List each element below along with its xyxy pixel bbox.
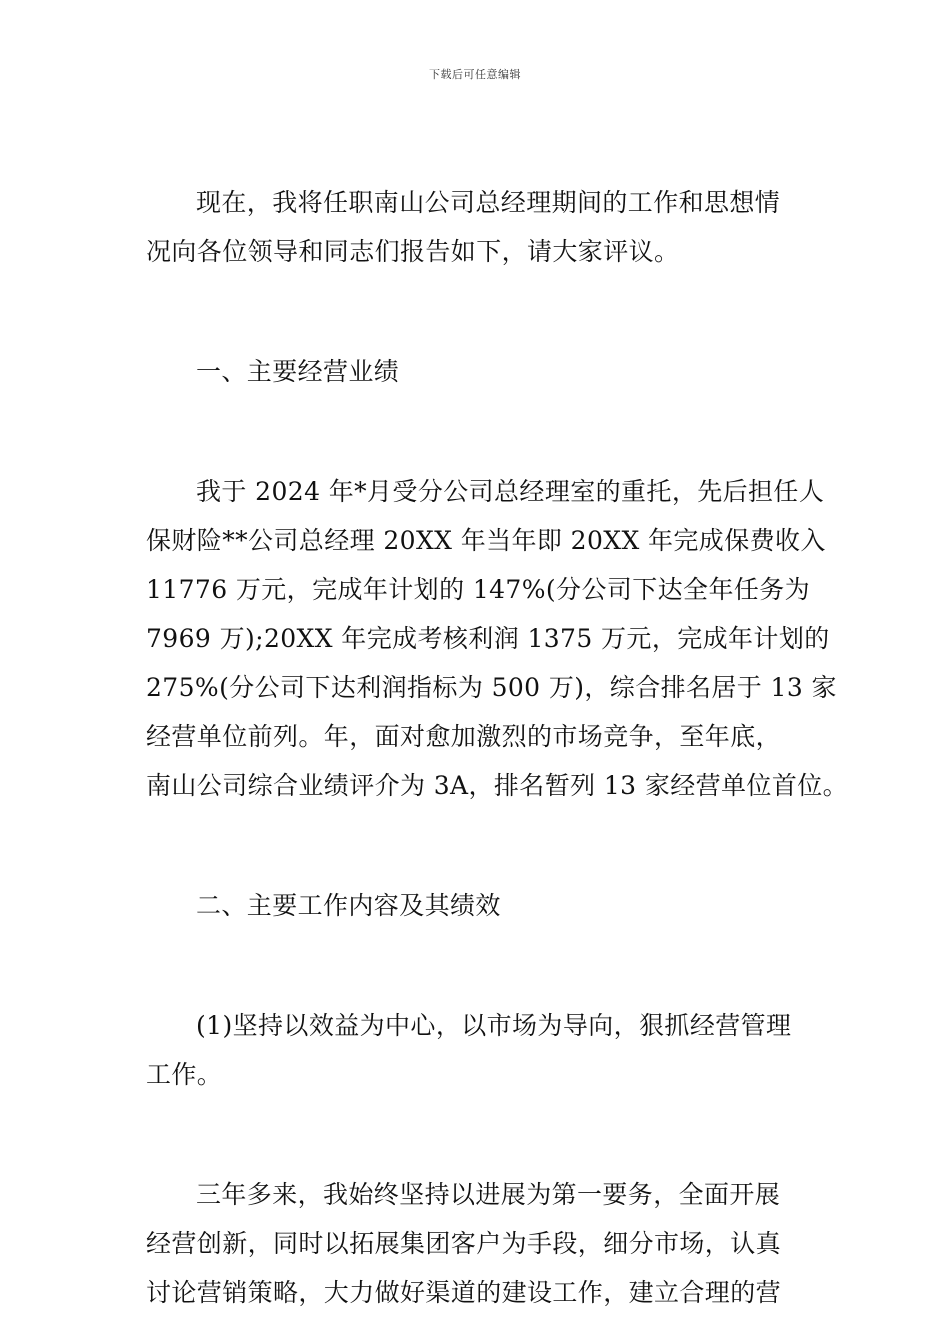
text-line: 7969 万);20XX 年完成考核利润 1375 万元，完成年计划的 — [146, 624, 830, 653]
text-line: (1)坚持以效益为中心，以市场为导向，狠抓经营管理 — [196, 1011, 792, 1040]
text-line: 11776 万元，完成年计划的 147%(分公司下达全年任务为 — [146, 575, 811, 604]
paragraph-three-years — [146, 1170, 814, 1317]
heading-text: 一、主要经营业绩 — [196, 357, 400, 386]
section-heading-1 — [146, 347, 814, 396]
section-heading-2 — [146, 881, 814, 930]
heading-text: 二、主要工作内容及其绩效 — [196, 891, 501, 920]
text-line: 我于 2024 年*月受分公司总经理室的重托，先后担任人 — [196, 477, 825, 506]
paragraph-intro — [146, 178, 814, 276]
text-line: 讨论营销策略，大力做好渠道的建设工作，建立合理的营 — [146, 1278, 782, 1307]
text-line: 保财险**公司总经理 20XX 年当年即 20XX 年完成保费收入 — [146, 526, 826, 555]
text-line: 三年多来，我始终坚持以进展为第一要务，全面开展 — [196, 1180, 781, 1209]
text-line: 南山公司综合业绩评介为 3A，排名暂列 13 家经营单位首位。 — [146, 771, 849, 800]
text-line: 工作。 — [146, 1060, 223, 1089]
text-line: 现在，我将任职南山公司总经理期间的工作和思想情 — [196, 188, 781, 217]
paragraph-performance — [146, 467, 849, 810]
document-body — [146, 178, 849, 1317]
text-line: 经营创新，同时以拓展集团客户为手段，细分市场，认真 — [146, 1229, 782, 1258]
text-line: 经营单位前列。年，面对愈加激烈的市场竞争，至年底， — [146, 722, 782, 751]
text-line: 况向各位领导和同志们报告如下，请大家评议。 — [146, 237, 680, 266]
paragraph-work-item-1 — [146, 1001, 814, 1099]
text-line: 275%(分公司下达利润指标为 500 万)，综合排名居于 13 家 — [146, 673, 837, 702]
header-note: 下载后可任意编辑 — [429, 68, 521, 81]
